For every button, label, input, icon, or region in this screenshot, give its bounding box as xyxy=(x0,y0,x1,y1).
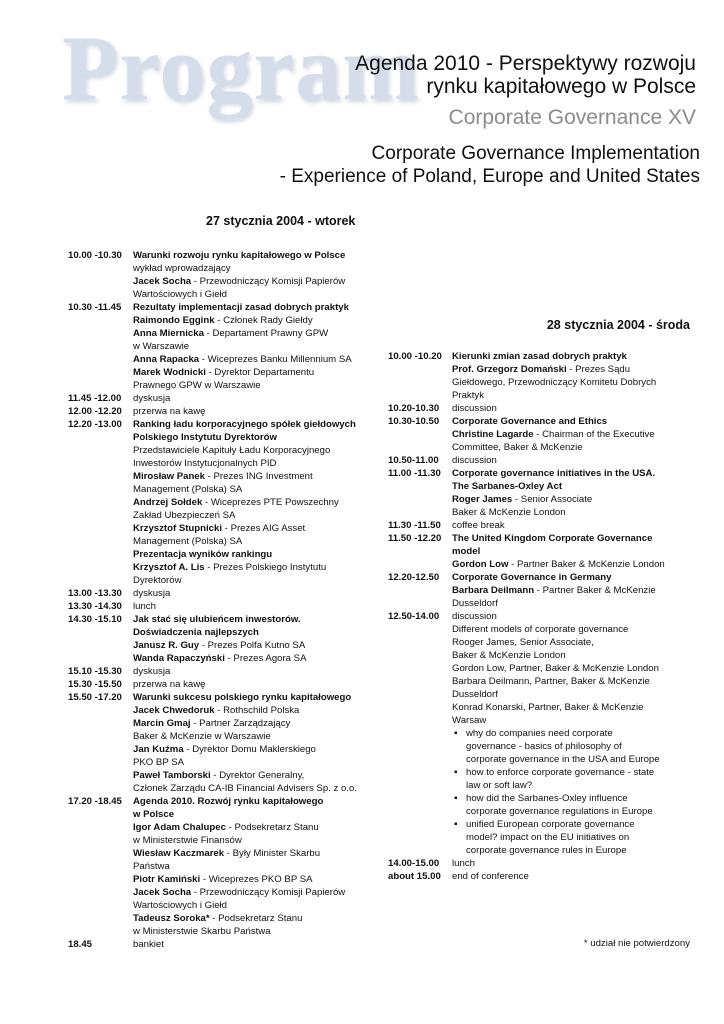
speaker-name: Tadeusz Soroka* xyxy=(133,913,210,924)
speaker-role: Departament Prawny GPW xyxy=(212,328,329,339)
schedule-row xyxy=(68,938,380,951)
session-text: lunch xyxy=(452,858,475,869)
session-title: Corporate governance initiatives in the USA. xyxy=(452,468,656,479)
session-title: Corporate Governance in Germany xyxy=(452,572,612,583)
session-details xyxy=(133,392,380,405)
schedule-row xyxy=(68,678,380,691)
schedule-row xyxy=(68,418,380,587)
session-text: PKO BP SA xyxy=(133,757,185,768)
session-title: The Sarbanes-Oxley Act xyxy=(452,481,563,492)
schedule-row xyxy=(388,857,698,870)
session-details xyxy=(452,467,698,519)
schedule-row xyxy=(68,405,380,418)
session-text: przerwa na kawę xyxy=(133,406,206,417)
speaker-role: Chairman of the Executive xyxy=(542,429,655,440)
speaker-name: Barbara Deilmann xyxy=(452,585,535,596)
time-slot: 14.00-15.00 xyxy=(388,858,440,869)
time-slot: 12.50-14.00 xyxy=(388,611,440,622)
time-slot: 10.00 -10.20 xyxy=(388,351,442,362)
time-slot: 11.50 -12.20 xyxy=(388,533,442,544)
time-slot: 13.00 -13.30 xyxy=(68,588,122,599)
time-slot: 12.20 -13.00 xyxy=(68,419,122,430)
speaker-line: Jan Kuźma - Dyrektor Domu Maklerskiego xyxy=(133,744,316,755)
schedule-row xyxy=(388,610,698,857)
session-title: Warunki sukcesu polskiego rynku kapitałowego xyxy=(133,692,352,703)
title-block xyxy=(355,52,696,130)
session-details xyxy=(133,587,380,600)
conference-subtitle xyxy=(280,142,700,188)
session-title: model xyxy=(452,546,481,557)
speaker-name: Wiesław Kaczmarek xyxy=(133,848,225,859)
session-text: coffee break xyxy=(452,520,505,531)
speaker-role: Dyrektor Domu Maklerskiego xyxy=(192,744,316,755)
time-slot: 11.30 -11.50 xyxy=(388,520,441,531)
session-text: Barbara Deilmann, Partner, Baker & McKenzie xyxy=(452,676,650,687)
session-details xyxy=(133,301,380,392)
time-slot: 10.30-10.50 xyxy=(388,416,440,427)
session-text: wykład wprowadzający xyxy=(133,263,231,274)
session-text: Dusseldorf xyxy=(452,598,498,609)
session-details xyxy=(452,571,698,610)
session-details xyxy=(452,532,698,571)
speaker-role: Wiceprezes PTE Powszechny xyxy=(210,497,339,508)
speaker-line: Jacek Chwedoruk - Rothschild Polska xyxy=(133,705,300,716)
speaker-line: Gordon Low - Partner Baker & McKenzie London xyxy=(452,559,665,570)
time-slot: 15.30 -15.50 xyxy=(68,679,122,690)
session-title: w Polsce xyxy=(133,809,175,820)
session-text: Management (Polska) SA xyxy=(133,536,243,547)
session-text: dyskusja xyxy=(133,393,171,404)
session-text: Przedstawiciele Kapituły Ładu Korporacyjnego xyxy=(133,445,331,456)
topic-line: corporate governance rules in Europe xyxy=(466,845,627,856)
session-details xyxy=(133,418,380,587)
session-details xyxy=(452,402,698,415)
topic-line: ▪ why do companies need corporate xyxy=(466,728,613,739)
speaker-name: Roger James xyxy=(452,494,513,505)
speaker-name: Anna Rapacka xyxy=(133,354,200,365)
day1-date: 27 stycznia 2004 - wtorek xyxy=(206,214,356,228)
topic-item xyxy=(466,766,698,792)
topic-item xyxy=(466,792,698,818)
speaker-name: Piotr Kamiński xyxy=(133,874,201,885)
session-details xyxy=(452,350,698,402)
speaker-role: Prezes Polskiego Instytutu xyxy=(213,562,327,573)
speaker-role: Partner Baker & McKenzie London xyxy=(517,559,665,570)
schedule-row xyxy=(68,392,380,405)
session-details xyxy=(133,613,380,665)
session-title: Corporate Governance and Ethics xyxy=(452,416,608,427)
subtitle-line2: - Experience of Poland, Europe and United States xyxy=(279,166,700,187)
schedule-row xyxy=(68,249,380,301)
session-details xyxy=(452,415,698,454)
session-text: discussion xyxy=(452,611,497,622)
schedule-row xyxy=(68,301,380,392)
time-slot: 10.30 -11.45 xyxy=(68,302,122,313)
session-details xyxy=(452,610,698,857)
schedule-row xyxy=(388,467,698,519)
session-details xyxy=(452,870,698,883)
speaker-line: Mirosław Panek - Prezes ING Investment xyxy=(133,471,313,482)
time-slot: 11.45 -12.00 xyxy=(68,393,122,404)
series-title: Corporate Governance XV xyxy=(448,106,696,129)
speaker-line: Roger James - Senior Associate xyxy=(452,494,593,505)
speaker-name: Prof. Grzegorz Domański xyxy=(452,364,567,375)
session-text: Praktyk xyxy=(452,390,484,401)
speaker-name: Igor Adam Chalupec xyxy=(133,822,226,833)
schedule-row xyxy=(388,519,698,532)
speaker-line: Prof. Grzegorz Domański - Prezes Sądu xyxy=(452,364,631,375)
topic-line: ▪ how to enforce corporate governance - state xyxy=(466,767,655,778)
topic-line: model? impact on the EU initiatives on xyxy=(466,832,630,843)
topic-line: law or soft law? xyxy=(466,780,533,791)
session-text: w Warszawie xyxy=(133,341,190,352)
speaker-name: Krzysztof A. Lis xyxy=(133,562,205,573)
speaker-name: Jacek Chwedoruk xyxy=(133,705,215,716)
speaker-line: Jacek Socha - Przewodniczący Komisji Papierów xyxy=(133,276,346,287)
topic-line: ▪ how did the Sarbanes-Oxley influence xyxy=(466,793,628,804)
day2-schedule xyxy=(388,350,698,883)
session-text: Dusseldorf xyxy=(452,689,498,700)
session-title: Prezentacja wyników rankingu xyxy=(133,549,273,560)
speaker-line: Wiesław Kaczmarek - Były Minister Skarbu xyxy=(133,848,321,859)
speaker-role: Wiceprezes PKO BP SA xyxy=(208,874,313,885)
speaker-role: Prezes Agora SA xyxy=(233,653,307,664)
schedule-row xyxy=(388,532,698,571)
speaker-name: Wanda Rapaczyński xyxy=(133,653,225,664)
session-title: Polskiego Instytutu Dyrektorów xyxy=(133,432,277,443)
footnote: * udział nie potwierdzony xyxy=(583,938,690,949)
time-slot: 10.00 -10.30 xyxy=(68,250,122,261)
topic-line: corporate governance in the USA and Europe xyxy=(466,754,660,765)
session-details xyxy=(452,454,698,467)
time-slot: 11.00 -11.30 xyxy=(388,468,441,479)
topic-line: governance - basics of philosophy of xyxy=(466,741,622,752)
session-details xyxy=(133,405,380,418)
speaker-role: Przewodniczący Komisji Papierów xyxy=(199,276,346,287)
session-details xyxy=(133,600,380,613)
schedule-row xyxy=(388,402,698,415)
session-text: end of conference xyxy=(452,871,529,882)
speaker-role: Prezes Polfa Kutno SA xyxy=(207,640,306,651)
session-title: The United Kingdom Corporate Governance xyxy=(452,533,653,544)
speaker-line: Krzysztof Stupnicki - Prezes AIG Asset xyxy=(133,523,306,534)
session-title: Jak stać się ulubieńcem inwestorów. xyxy=(133,614,301,625)
schedule-row xyxy=(68,587,380,600)
schedule-row xyxy=(388,415,698,454)
session-details xyxy=(452,519,698,532)
session-text: Baker & McKenzie w Warszawie xyxy=(133,731,271,742)
speaker-line: Marcin Gmaj - Partner Zarządzający xyxy=(133,718,291,729)
session-text: Gordon Low, Partner, Baker & McKenzie London xyxy=(452,663,659,674)
speaker-line: Krzysztof A. Lis - Prezes Polskiego Instytutu xyxy=(133,562,327,573)
day1-schedule xyxy=(68,249,380,951)
speaker-line: Piotr Kamiński - Wiceprezes PKO BP SA xyxy=(133,874,313,885)
session-text: Warsaw xyxy=(452,715,487,726)
session-text: Wartościowych i Giełd xyxy=(133,900,228,911)
session-text: dyskusja xyxy=(133,666,171,677)
session-text: Rooger James, Senior Associate, xyxy=(452,637,594,648)
session-text: Baker & McKenzie London xyxy=(452,650,566,661)
speaker-name: Paweł Tamborski xyxy=(133,770,211,781)
speaker-line: Wanda Rapaczyński - Prezes Agora SA xyxy=(133,653,307,664)
speaker-name: Janusz R. Guy xyxy=(133,640,200,651)
time-slot: 12.00 -12.20 xyxy=(68,406,122,417)
speaker-line: Raimondo Eggink - Członek Rady Giełdy xyxy=(133,315,313,326)
session-title: Warunki rozwoju rynku kapitałowego w Polsce xyxy=(133,250,346,261)
time-slot: 18.45 xyxy=(68,939,93,950)
session-text: discussion xyxy=(452,403,497,414)
time-slot: 14.30 -15.10 xyxy=(68,614,122,625)
session-title: Doświadczenia najlepszych xyxy=(133,627,259,638)
speaker-role: Wiceprezes Banku Millennium SA xyxy=(207,354,352,365)
session-text: Committee, Baker & McKenzie xyxy=(452,442,583,453)
session-text: Konrad Konarski, Partner, Baker & McKenzie xyxy=(452,702,644,713)
speaker-name: Marcin Gmaj xyxy=(133,718,191,729)
speaker-name: Jacek Socha xyxy=(133,887,192,898)
program-watermark: Program xyxy=(62,17,420,119)
speaker-role: Podsekretarz Stanu xyxy=(234,822,319,833)
speaker-name: Mirosław Panek xyxy=(133,471,205,482)
speaker-role: Prezes ING Investment xyxy=(213,471,313,482)
speaker-line: Barbara Deilmann - Partner Baker & McKenzie xyxy=(452,585,656,596)
session-text: Członek Zarządu CA-IB Financial Advisers Sp. z o.o. xyxy=(133,783,357,794)
speaker-line: Igor Adam Chalupec - Podsekretarz Stanu xyxy=(133,822,319,833)
speaker-name: Jan Kuźma xyxy=(133,744,184,755)
session-text: w Ministerstwie Skarbu Państwa xyxy=(133,926,271,937)
session-text: Prawnego GPW w Warszawie xyxy=(133,380,261,391)
speaker-line: Christine Lagarde - Chairman of the Executive xyxy=(452,429,655,440)
topic-list xyxy=(452,727,698,857)
time-slot: 10.20-10.30 xyxy=(388,403,440,414)
speaker-line: Andrzej Sołdek - Wiceprezes PTE Powszechny xyxy=(133,497,339,508)
time-slot: 15.50 -17.20 xyxy=(68,692,122,703)
session-text: Zakład Ubezpieczeń SA xyxy=(133,510,236,521)
speaker-name: Christine Lagarde xyxy=(452,429,534,440)
session-text: w Ministerstwie Finansów xyxy=(133,835,242,846)
session-details xyxy=(452,857,698,870)
speaker-role: Były Minister Skarbu xyxy=(232,848,321,859)
session-text: Different models of corporate governance xyxy=(452,624,629,635)
speaker-name: Krzysztof Stupnicki xyxy=(133,523,223,534)
speaker-line: Janusz R. Guy - Prezes Polfa Kutno SA xyxy=(133,640,306,651)
session-details xyxy=(133,691,380,795)
session-text: Inwestorów Instytucjonalnych PID xyxy=(133,458,277,469)
session-details xyxy=(133,795,380,938)
speaker-role: Partner Baker & McKenzie xyxy=(542,585,656,596)
speaker-name: Anna Miernicka xyxy=(133,328,204,339)
session-text: Giełdowego, Przewodniczący Komitetu Dobrych xyxy=(452,377,657,388)
speaker-line: Jacek Socha - Przewodniczący Komisji Papierów xyxy=(133,887,346,898)
session-title: Ranking ładu korporacyjnego spółek giełdowych xyxy=(133,419,356,430)
session-details xyxy=(133,249,380,301)
session-text: Dyrektorów xyxy=(133,575,182,586)
session-text: Wartościowych i Giełd xyxy=(133,289,228,300)
session-text: dyskusja xyxy=(133,588,171,599)
session-text: discussion xyxy=(452,455,497,466)
speaker-name: Jacek Socha xyxy=(133,276,192,287)
time-slot: 13.30 -14.30 xyxy=(68,601,122,612)
topic-item xyxy=(466,818,698,857)
speaker-name: Andrzej Sołdek xyxy=(133,497,203,508)
session-text: Baker & McKenzie London xyxy=(452,507,566,518)
subtitle-line1: Corporate Governance Implementation xyxy=(371,143,700,164)
speaker-role: Podsekretarz Stanu xyxy=(218,913,303,924)
speaker-line: Marek Wodnicki - Dyrektor Departamentu xyxy=(133,367,315,378)
speaker-name: Gordon Low xyxy=(452,559,509,570)
speaker-role: Senior Associate xyxy=(520,494,593,505)
schedule-row xyxy=(388,571,698,610)
agenda-title-line1: Agenda 2010 - Perspektywy rozwoju xyxy=(355,52,696,75)
schedule-row xyxy=(68,665,380,678)
speaker-role: Dyrektor Generalny, xyxy=(219,770,305,781)
time-slot: about 15.00 xyxy=(388,871,441,882)
session-title: Rezultaty implementacji zasad dobrych praktyk xyxy=(133,302,349,313)
schedule-row xyxy=(68,613,380,665)
session-details xyxy=(133,938,380,951)
schedule-row xyxy=(388,870,698,883)
time-slot: 17.20 -18.45 xyxy=(68,796,122,807)
topic-line: corporate governance regulations in Europe xyxy=(466,806,653,817)
time-slot: 10.50-11.00 xyxy=(388,455,439,466)
speaker-line: Anna Rapacka - Wiceprezes Banku Millennium SA xyxy=(133,354,352,365)
session-text: bankiet xyxy=(133,939,164,950)
session-title: Kierunki zmian zasad dobrych praktyk xyxy=(452,351,627,362)
speaker-role: Członek Rady Giełdy xyxy=(223,315,313,326)
session-text: lunch xyxy=(133,601,156,612)
speaker-line: Tadeusz Soroka* - Podsekretarz Stanu xyxy=(133,913,303,924)
schedule-row xyxy=(388,350,698,402)
speaker-name: Marek Wodnicki xyxy=(133,367,206,378)
schedule-row xyxy=(68,600,380,613)
speaker-role: Dyrektor Departamentu xyxy=(214,367,315,378)
speaker-role: Rothschild Polska xyxy=(223,705,300,716)
agenda-title-line2: rynku kapitałowego w Polsce xyxy=(426,75,696,98)
schedule-row xyxy=(68,795,380,938)
speaker-role: Partner Zarządzający xyxy=(199,718,291,729)
time-slot: 15.10 -15.30 xyxy=(68,666,122,677)
topic-item xyxy=(466,727,698,766)
time-slot: 12.20-12.50 xyxy=(388,572,440,583)
topic-line: ▪ unified European corporate governance xyxy=(466,819,635,830)
speaker-role: Przewodniczący Komisji Papierów xyxy=(199,887,346,898)
session-details xyxy=(133,665,380,678)
session-text: Państwa xyxy=(133,861,170,872)
speaker-line: Paweł Tamborski - Dyrektor Generalny, xyxy=(133,770,305,781)
session-title: Agenda 2010. Rozwój rynku kapitałowego xyxy=(133,796,324,807)
schedule-row xyxy=(388,454,698,467)
schedule-row xyxy=(68,691,380,795)
speaker-role: Prezes Sądu xyxy=(575,364,631,375)
speaker-line: Anna Miernicka - Departament Prawny GPW xyxy=(133,328,329,339)
session-text: przerwa na kawę xyxy=(133,679,206,690)
session-text: Management (Polska) SA xyxy=(133,484,243,495)
day2-date: 28 stycznia 2004 - środa xyxy=(546,318,690,332)
speaker-role: Prezes AIG Asset xyxy=(230,523,306,534)
session-details xyxy=(133,678,380,691)
speaker-name: Raimondo Eggink xyxy=(133,315,215,326)
